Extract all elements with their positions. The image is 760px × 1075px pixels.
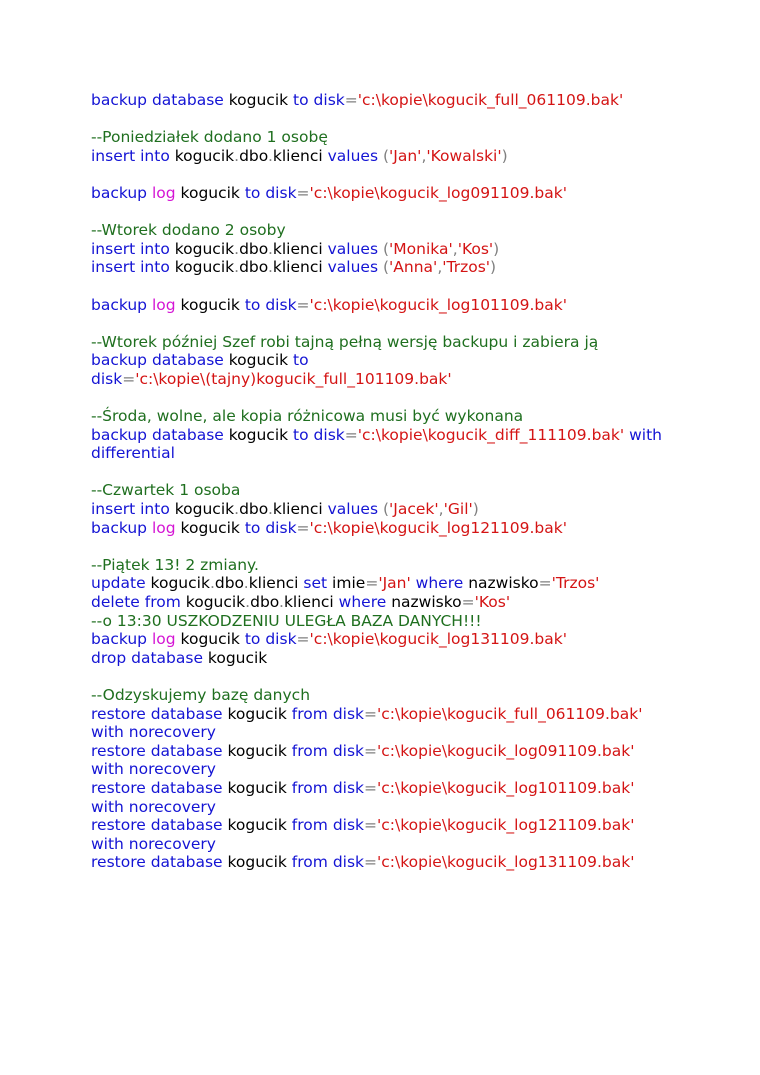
keyword-token: backup <box>91 295 148 314</box>
plain-text: dbo <box>250 593 279 612</box>
keyword-token: to <box>244 630 261 649</box>
plain-text: kogucik <box>222 741 292 760</box>
string-literal: 'Anna' <box>389 258 438 277</box>
comment-text: --o 13:30 USZKODZENIU ULEGŁA BAZA DANYCH!!! <box>91 611 482 630</box>
string-literal: 'c:\kopie\kogucik_log121109.bak' <box>309 518 568 537</box>
keyword-token: drop database <box>91 648 203 667</box>
string-literal: 'Trzos' <box>551 574 600 593</box>
keyword-token: from <box>291 741 328 760</box>
operator-token: ) <box>501 146 508 165</box>
keyword-token: restore database <box>91 704 223 723</box>
plain-text: kogucik <box>169 146 235 165</box>
keyword-token: values <box>327 239 379 258</box>
sql-script-document <box>91 91 731 872</box>
code-line <box>91 240 731 259</box>
string-literal: 'c:\kopie\kogucik_full_061109.bak' <box>357 91 624 109</box>
code-line <box>91 593 731 612</box>
plain-text: klienci <box>248 574 304 593</box>
operator-token: , <box>421 146 427 165</box>
code-line <box>91 853 731 872</box>
code-line <box>91 556 731 575</box>
code-line <box>91 500 731 519</box>
blank-line <box>91 277 731 296</box>
keyword-token: to <box>293 351 309 370</box>
keyword-token: disk <box>332 853 365 872</box>
plain-text: nazwisko <box>386 593 462 612</box>
code-line <box>91 147 731 166</box>
code-line <box>91 630 731 649</box>
operator-token: = <box>296 183 310 202</box>
operator-token: = <box>122 369 136 388</box>
keyword-token: disk <box>332 816 365 835</box>
keyword-token: backup database <box>91 425 224 444</box>
code-line <box>91 686 731 705</box>
code-line <box>91 258 731 277</box>
string-literal: 'c:\kopie\kogucik_log131109.bak' <box>377 853 635 872</box>
comment-text: --Środa, wolne, ale kopia różnicowa musi być wykonana <box>91 407 524 426</box>
code-line <box>91 835 731 854</box>
keyword-token: with norecovery <box>91 834 216 853</box>
keyword-token: disk <box>313 425 345 444</box>
keyword-token: restore database <box>91 853 223 872</box>
plain-text: kogucik <box>222 816 292 835</box>
code-line <box>91 91 731 110</box>
plain-text: kogucik <box>175 183 245 202</box>
keyword-token: where <box>338 593 387 612</box>
string-literal: 'Jan' <box>389 146 422 165</box>
plain-text: dbo <box>239 146 268 165</box>
code-line <box>91 574 731 593</box>
code-line <box>91 705 731 724</box>
keyword-token: update <box>91 574 146 593</box>
string-literal: 'c:\kopie\kogucik_log121109.bak' <box>377 816 635 835</box>
string-literal: 'c:\kopie\kogucik_full_061109.bak' <box>377 704 643 723</box>
keyword-token: restore database <box>91 778 223 797</box>
comment-text: --Czwartek 1 osoba <box>91 481 241 500</box>
code-line <box>91 407 731 426</box>
plain-text: kogucik <box>169 239 235 258</box>
keyword-token: with <box>629 425 662 444</box>
plain-text: kogucik <box>202 648 268 667</box>
operator-token: = <box>344 425 358 444</box>
keyword-token: to <box>293 91 309 109</box>
code-line <box>91 444 731 463</box>
code-line <box>91 351 731 370</box>
operator-token: = <box>365 574 379 593</box>
plain-text: klienci <box>272 239 328 258</box>
code-line <box>91 742 731 761</box>
string-literal: 'Kos' <box>474 593 511 612</box>
keyword-token: disk <box>332 704 365 723</box>
operator-token: = <box>364 778 378 797</box>
keyword-token: with norecovery <box>91 760 216 779</box>
keyword-token: set <box>303 574 328 593</box>
code-line <box>91 519 731 538</box>
operator-token: = <box>364 704 378 723</box>
operator-token: ) <box>472 500 479 519</box>
code-line <box>91 612 731 631</box>
string-literal: 'Gil' <box>443 500 473 519</box>
operator-token: = <box>364 741 378 760</box>
plain-text: klienci <box>272 500 328 519</box>
code-line <box>91 296 731 315</box>
operator-token: . <box>234 239 240 258</box>
blank-line <box>91 165 731 184</box>
operator-token: ( <box>382 500 390 519</box>
operator-token: = <box>296 630 310 649</box>
operator-token: = <box>461 593 475 612</box>
keyword-token: restore database <box>91 816 223 835</box>
keyword-token: insert into <box>91 146 170 165</box>
operator-token: . <box>267 239 273 258</box>
comment-text: --Wtorek później Szef robi tajną pełną wersję backupu i zabiera ją <box>91 332 599 351</box>
function-token: log <box>151 518 176 537</box>
plain-text: kogucik <box>223 351 294 370</box>
string-literal: 'c:\kopie\kogucik_log091109.bak' <box>377 741 635 760</box>
keyword-token: from <box>291 816 328 835</box>
comment-text: --Wtorek dodano 2 osoby <box>91 221 286 240</box>
keyword-token: from <box>291 853 328 872</box>
keyword-token: backup <box>91 183 148 202</box>
string-literal: 'Kowalski' <box>426 146 502 165</box>
string-literal: 'c:\kopie\kogucik_log131109.bak' <box>309 630 568 649</box>
keyword-token: to <box>244 295 261 314</box>
keyword-token: disk <box>332 741 365 760</box>
string-literal: 'Monika' <box>389 239 453 258</box>
operator-token: = <box>538 574 552 593</box>
code-line <box>91 779 731 798</box>
keyword-token: from <box>144 593 181 612</box>
comment-text: --Piątek 13! 2 zmiany. <box>91 555 259 574</box>
plain-text: klienci <box>272 146 328 165</box>
operator-token: ( <box>382 239 390 258</box>
keyword-token: insert into <box>91 258 170 277</box>
operator-token: , <box>452 239 458 258</box>
plain-text: imie <box>327 574 366 593</box>
keyword-token: from <box>291 704 328 723</box>
code-line <box>91 370 731 389</box>
keyword-token: insert into <box>91 239 170 258</box>
keyword-token: to <box>244 518 261 537</box>
code-line <box>91 333 731 352</box>
operator-token: ) <box>493 239 500 258</box>
plain-text: kogucik <box>180 593 246 612</box>
operator-token: . <box>234 146 240 165</box>
keyword-token: from <box>291 778 328 797</box>
plain-text: kogucik <box>145 574 210 593</box>
string-literal: 'c:\kopie\kogucik_log091109.bak' <box>309 183 568 202</box>
string-literal: 'Trzos' <box>442 258 491 277</box>
code-line <box>91 481 731 500</box>
keyword-token: disk <box>91 369 123 388</box>
keyword-token: backup <box>91 518 148 537</box>
keyword-token: with norecovery <box>91 723 216 742</box>
keyword-token: with norecovery <box>91 797 216 816</box>
keyword-token: backup <box>91 630 148 649</box>
plain-text: dbo <box>239 239 268 258</box>
plain-text: kogucik <box>169 500 235 519</box>
keyword-token: to <box>293 425 309 444</box>
string-literal: 'c:\kopie\kogucik_diff_111109.bak' <box>357 425 625 444</box>
plain-text: klienci <box>272 258 328 277</box>
code-line <box>91 184 731 203</box>
operator-token: . <box>209 574 215 593</box>
blank-line <box>91 203 731 222</box>
blank-line <box>91 314 731 333</box>
code-line <box>91 816 731 835</box>
keyword-token: disk <box>265 630 297 649</box>
code-line <box>91 798 731 817</box>
keyword-token: disk <box>265 295 297 314</box>
plain-text: kogucik <box>223 425 294 444</box>
blank-line <box>91 110 731 129</box>
operator-token: , <box>437 258 443 277</box>
keyword-token: differential <box>91 444 175 463</box>
operator-token: = <box>344 91 358 109</box>
operator-token: . <box>234 500 240 519</box>
string-literal: 'c:\kopie\(tajny)kogucik_full_101109.bak' <box>135 369 452 388</box>
plain-text: kogucik <box>175 630 245 649</box>
operator-token: = <box>364 853 378 872</box>
code-line <box>91 760 731 779</box>
operator-token: . <box>234 258 240 277</box>
keyword-token: to <box>244 183 261 202</box>
operator-token: = <box>296 295 310 314</box>
blank-line <box>91 667 731 686</box>
operator-token: ) <box>490 258 497 277</box>
keyword-token: values <box>327 500 379 519</box>
operator-token: . <box>267 258 273 277</box>
plain-text: kogucik <box>175 295 245 314</box>
keyword-token: where <box>415 574 464 593</box>
operator-token: . <box>245 593 251 612</box>
comment-text: --Odzyskujemy bazę danych <box>91 686 311 704</box>
string-literal: 'Jacek' <box>389 500 439 519</box>
code-line <box>91 426 731 445</box>
string-literal: 'c:\kopie\kogucik_log101109.bak' <box>309 295 568 314</box>
operator-token: . <box>267 146 273 165</box>
plain-text: kogucik <box>223 91 294 109</box>
plain-text: kogucik <box>222 853 292 872</box>
keyword-token: disk <box>265 518 297 537</box>
string-literal: 'Jan' <box>378 574 411 593</box>
operator-token: ( <box>382 258 390 277</box>
function-token: log <box>151 183 176 202</box>
blank-line <box>91 537 731 556</box>
plain-text: dbo <box>239 258 268 277</box>
function-token: log <box>151 630 176 649</box>
plain-text: dbo <box>239 500 268 519</box>
keyword-token: delete <box>91 593 140 612</box>
operator-token: ( <box>382 146 390 165</box>
plain-text: klienci <box>283 593 339 612</box>
operator-token: = <box>296 518 310 537</box>
string-literal: 'c:\kopie\kogucik_log101109.bak' <box>377 778 635 797</box>
keyword-token: insert into <box>91 500 170 519</box>
plain-text: nazwisko <box>463 574 539 593</box>
code-line <box>91 649 731 668</box>
plain-text: kogucik <box>222 704 292 723</box>
string-literal: 'Kos' <box>457 239 494 258</box>
operator-token: . <box>279 593 284 612</box>
operator-token: . <box>243 574 249 593</box>
keyword-token: values <box>327 146 379 165</box>
code-line <box>91 221 731 240</box>
code-line <box>91 128 731 147</box>
plain-text: kogucik <box>169 258 235 277</box>
keyword-token: restore database <box>91 741 223 760</box>
keyword-token: disk <box>313 91 345 109</box>
blank-line <box>91 389 731 408</box>
plain-text: kogucik <box>222 778 292 797</box>
keyword-token: disk <box>265 183 297 202</box>
operator-token: = <box>364 816 378 835</box>
operator-token: . <box>267 500 273 519</box>
keyword-token: backup database <box>91 91 224 109</box>
function-token: log <box>151 295 176 314</box>
comment-text: --Poniedziałek dodano 1 osobę <box>91 128 328 147</box>
keyword-token: disk <box>332 778 365 797</box>
keyword-token: values <box>327 258 379 277</box>
plain-text: dbo <box>214 574 244 593</box>
code-line <box>91 723 731 742</box>
blank-line <box>91 463 731 482</box>
plain-text: kogucik <box>175 518 245 537</box>
keyword-token: backup database <box>91 351 224 370</box>
operator-token: , <box>438 500 444 519</box>
